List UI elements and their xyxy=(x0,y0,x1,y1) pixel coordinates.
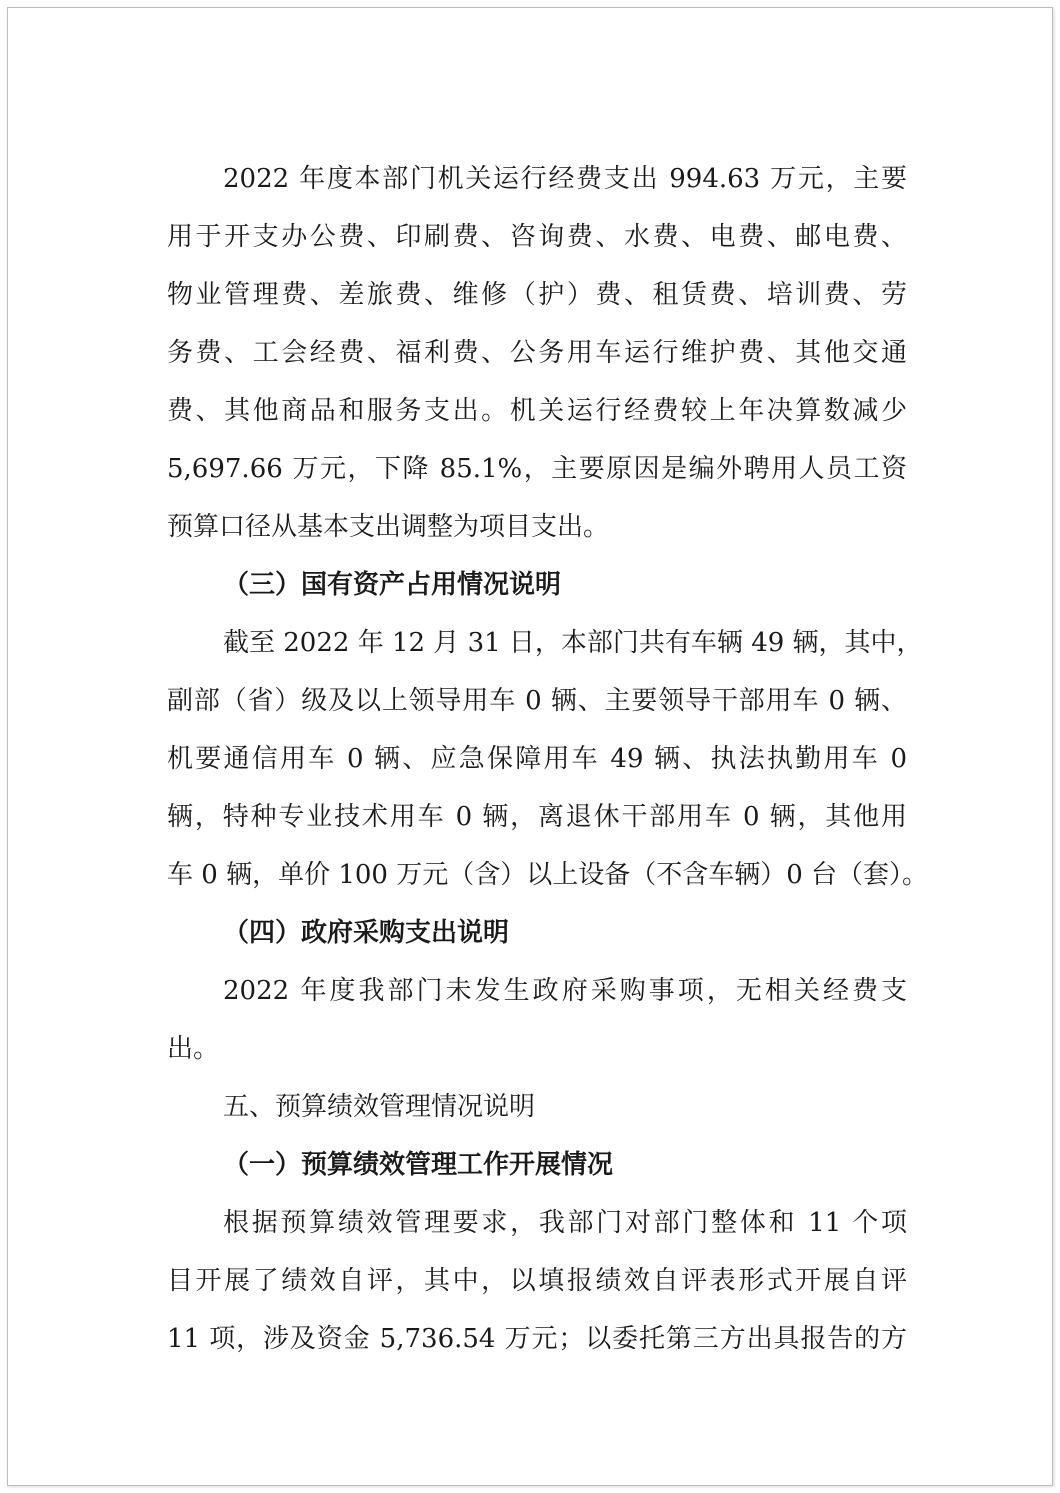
paragraph-line: 物业管理费、差旅费、维修（护）费、租赁费、培训费、劳 xyxy=(167,280,907,310)
paragraph-line: 车 0 辆，单价 100 万元（含）以上设备（不含车辆）0 台（套）。 xyxy=(167,860,929,890)
paragraph-line: 务费、工会经费、福利费、公务用车运行维护费、其他交通 xyxy=(167,338,907,368)
paragraph-line: 辆，特种专业技术用车 0 辆，离退休干部用车 0 辆，其他用 xyxy=(167,802,907,832)
section-heading: （四）政府采购支出说明 xyxy=(223,918,510,948)
section-heading: （三）国有资产占用情况说明 xyxy=(223,570,562,600)
paragraph-line: 机要通信用车 0 辆、应急保障用车 49 辆、执法执勤用车 0 xyxy=(167,744,907,774)
paragraph-line: 5,697.66 万元，下降 85.1%，主要原因是编外聘用人员工资 xyxy=(167,454,907,484)
document-page xyxy=(7,7,1053,1486)
paragraph-line: 11 项，涉及资金 5,736.54 万元；以委托第三方出具报告的方 xyxy=(167,1324,907,1354)
paragraph-line: 2022 年度本部门机关运行经费支出 994.63 万元，主要 xyxy=(223,164,907,194)
paragraph-line: 2022 年度我部门未发生政府采购事项，无相关经费支 xyxy=(223,976,907,1006)
paragraph-line: 截至 2022 年 12 月 31 日，本部门共有车辆 49 辆，其中， xyxy=(223,628,923,658)
paragraph-line: 根据预算绩效管理要求，我部门对部门整体和 11 个项 xyxy=(223,1208,907,1238)
paragraph-line: 用于开支办公费、印刷费、咨询费、水费、电费、邮电费、 xyxy=(167,222,907,252)
paragraph-line: 预算口径从基本支出调整为项目支出。 xyxy=(167,512,610,542)
paragraph-line: 副部（省）级及以上领导用车 0 辆、主要领导干部用车 0 辆、 xyxy=(167,686,907,716)
section-heading: （一）预算绩效管理工作开展情况 xyxy=(223,1150,614,1180)
paragraph-line: 目开展了绩效自评，其中，以填报绩效自评表形式开展自评 xyxy=(167,1266,907,1296)
document-body xyxy=(167,150,929,1368)
chapter-heading: 五、预算绩效管理情况说明 xyxy=(223,1092,536,1122)
paragraph-line: 出。 xyxy=(167,1034,220,1064)
paragraph-line: 费、其他商品和服务支出。机关运行经费较上年决算数减少 xyxy=(167,396,907,426)
